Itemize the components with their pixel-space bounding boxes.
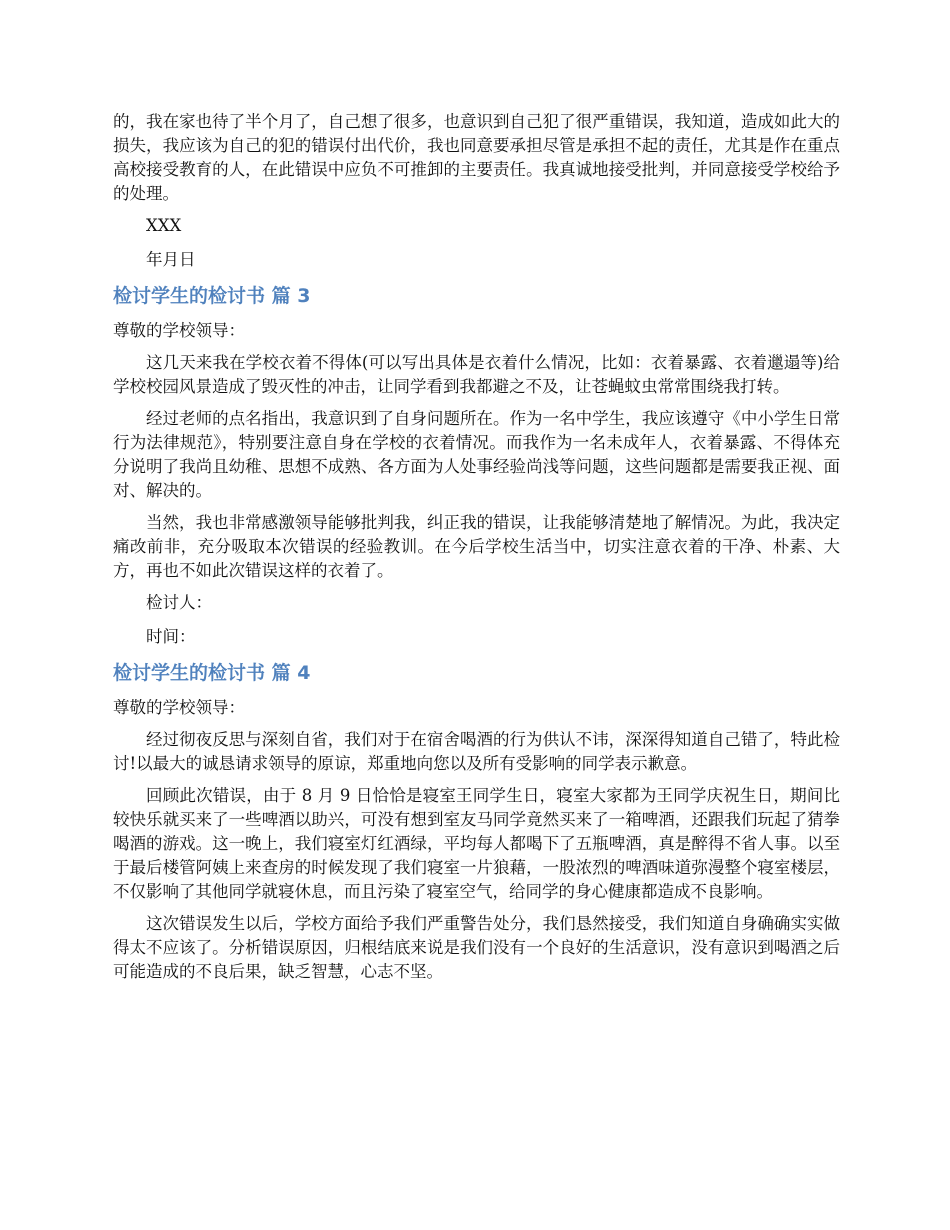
section-3-paragraph-3: 当然，我也非常感激领导能够批判我，纠正我的错误，让我能够清楚地了解情况。为此，我决定痛改前非，充分吸取本次错误的经验教训。在今后学校生活当中，切实注意衣着的干净、朴素、大方，再也不如此次错误这样的衣着了。	[113, 513, 840, 580]
section-4-title: 检讨学生的检讨书 篇 4	[113, 662, 311, 684]
section-3-title: 检讨学生的检讨书 篇 3	[113, 285, 311, 307]
section-3-time: 时间：	[146, 627, 196, 646]
section-3-signer: 检讨人：	[146, 593, 212, 612]
intro-date: 年月日	[146, 250, 196, 269]
section-4-paragraph-1: 经过彻夜反思与深刻自省，我们对于在宿舍喝酒的行为供认不讳，深深得知道自己错了，特此检讨!以最大的诚恳请求领导的原谅，郑重地向您以及所有受影响的同学表示歉意。	[113, 730, 840, 773]
document-page	[113, 110, 840, 992]
section-3-paragraph-1: 这几天来我在学校衣着不得体(可以写出具体是衣着什么情况，比如：衣着暴露、衣着邋遢等)给学校校园风景造成了毁灭性的冲击，让同学看到我都避之不及，让苍蝇蚊虫常常围绕我打转。	[113, 353, 840, 396]
section-4-paragraph-3: 这次错误发生以后，学校方面给予我们严重警告处分，我们恳然接受，我们知道自身确确实实做得太不应该了。分析错误原因，归根结底来说是我们没有一个良好的生活意识，没有意识到喝酒之后可能造成的不良后果，缺乏智慧，心志不坚。	[113, 914, 840, 981]
intro-paragraph: 的，我在家也待了半个月了，自己想了很多，也意识到自己犯了很严重错误，我知道，造成如此大的损失，我应该为自己的犯的错误付出代价，我也同意要承担尽管是承担不起的责任，尤其是作在重点高校接受教育的人，在此错误中应负不可推卸的主要责任。我真诚地接受批判，并同意接受学校给予的处理。	[113, 112, 840, 203]
section-4-paragraph-2: 回顾此次错误，由于 8 月 9 日恰恰是寝室王同学生日，寝室大家都为王同学庆祝生日，期间比较快乐就买来了一些啤酒以助兴，可没有想到室友马同学竟然买来了一箱啤酒，还跟我们玩起了猜拳喝酒的游戏。这一晚上，我们寝室灯红酒绿，平均每人都喝下了五瓶啤酒，真是醉得不省人事。以至于最后楼管阿姨上来查房的时候发现了我们寝室一片狼藉，一股浓烈的啤酒味道弥漫整个寝室楼层，不仅影响了其他同学就寝休息，而且污染了寝室空气，给同学的身心健康都造成不良影响。	[113, 786, 840, 901]
section-4-salutation: 尊敬的学校领导：	[113, 698, 245, 717]
section-3-salutation: 尊敬的学校领导：	[113, 321, 245, 340]
section-3-paragraph-2: 经过老师的点名指出，我意识到了自身问题所在。作为一名中学生，我应该遵守《中小学生日常行为法律规范》，特别要注意自身在学校的衣着情况。而我作为一名未成年人，衣着暴露、不得体充分说明了我尚且幼稚、思想不成熟、各方面为人处事经验尚浅等问题，这些问题都是需要我正视、面对、解决的。	[113, 409, 840, 500]
intro-signature: XXX	[146, 216, 182, 235]
